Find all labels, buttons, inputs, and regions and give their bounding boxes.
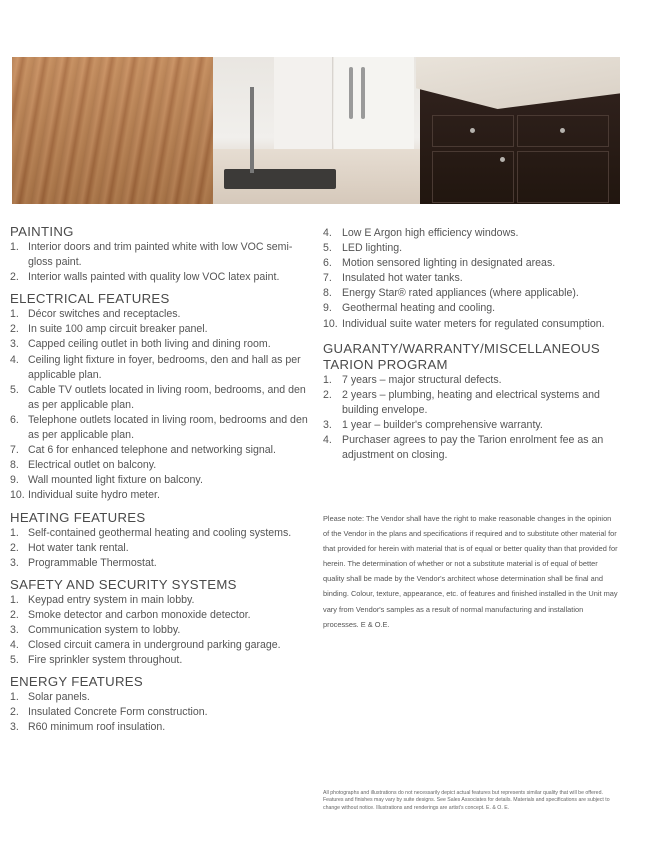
item-number: 6.	[323, 257, 332, 270]
list-item	[323, 286, 623, 301]
item-number: 3.	[10, 556, 19, 569]
item-text: Geothermal heating and cooling.	[342, 302, 496, 315]
right-column	[323, 226, 623, 469]
list-item	[10, 705, 310, 720]
hardwood-floor-photo	[12, 57, 213, 204]
guaranty-list	[323, 373, 623, 464]
item-text: Self-contained geothermal heating and cooling systems.	[28, 526, 292, 539]
list-item	[10, 337, 310, 352]
safety-list	[10, 593, 310, 668]
item-text: Fire sprinkler system throughout.	[28, 654, 183, 667]
list-item	[10, 240, 310, 270]
cabinet-door	[517, 151, 609, 203]
item-text: Insulated Concrete Form construction.	[28, 706, 208, 719]
list-item	[323, 226, 623, 241]
section-title: PAINTING	[10, 224, 74, 239]
sink-basin	[224, 169, 336, 189]
vendor-note: Please note: The Vendor shall have the right to make reasonable changes in the opinion of the Vendor in the plans and specifications if required and to substitute other material for that provided for herein with material that is of equal or better quality than that provided for herein. The determination of whether or not a substitute material is of equal of better quality shall be made by the Vendor's architect whose determination shall be final and binding. Colour, texture, appearance, etc. of features and finished installed in the Unit may vary from Vendor's samples as a result of normal manufacturing and installation processes. E & O.E.	[323, 514, 618, 629]
item-number: 5.	[10, 383, 19, 396]
list-item	[323, 271, 623, 286]
item-number: 10.	[323, 317, 338, 330]
item-number: 6.	[10, 413, 19, 426]
list-item	[10, 307, 310, 322]
list-item	[10, 720, 310, 735]
section-title: ENERGY FEATURES	[10, 674, 143, 690]
cabinet-knob	[470, 128, 475, 133]
section-title: GUARANTY/WARRANTY/MISCELLANEOUS TARION PROGRAM	[323, 340, 600, 372]
list-item	[10, 638, 310, 653]
item-text: R60 minimum roof insulation.	[28, 721, 166, 734]
item-number: 1.	[10, 241, 19, 253]
item-text: Interior doors and trim painted white with low VOC semi-gloss paint.	[28, 241, 293, 269]
energy-list-part1	[10, 690, 310, 735]
white-cabinet	[274, 57, 333, 149]
cabinet-knob	[500, 157, 505, 162]
section-title: ELECTRICAL FEATURES	[10, 291, 170, 307]
item-text: 1 year – builder's comprehensive warranty.	[342, 418, 543, 431]
item-number: 3.	[323, 418, 332, 431]
item-text: Electrical outlet on balcony.	[28, 459, 157, 472]
item-number: 9.	[10, 474, 19, 487]
guaranty-section	[323, 341, 623, 464]
list-item	[10, 556, 310, 571]
item-number: 7.	[323, 272, 332, 285]
list-item	[323, 388, 623, 418]
item-number: 3.	[10, 338, 19, 351]
item-number: 2.	[10, 706, 19, 719]
list-item	[10, 458, 310, 473]
section-title: SAFETY AND SECURITY SYSTEMS	[10, 576, 237, 592]
cabinet-handle	[361, 67, 365, 119]
faucet	[250, 87, 254, 173]
item-number: 5.	[10, 654, 19, 667]
item-number: 1.	[10, 691, 19, 704]
item-text: Low E Argon high efficiency windows.	[342, 227, 519, 239]
item-number: 4.	[323, 227, 332, 239]
item-number: 9.	[323, 302, 332, 315]
item-text: Communication system to lobby.	[28, 623, 181, 636]
list-item	[10, 526, 310, 541]
item-text: In suite 100 amp circuit breaker panel.	[28, 323, 208, 336]
list-item	[10, 353, 310, 383]
list-item	[323, 418, 623, 433]
list-item	[323, 317, 623, 332]
item-text: Individual suite water meters for regulated consumption.	[342, 317, 605, 330]
item-text: Telephone outlets located in living room, bedrooms and den as per applicable plan.	[28, 413, 308, 442]
item-number: 8.	[323, 287, 332, 300]
item-number: 2.	[10, 608, 19, 621]
item-text: Cable TV outlets located in living room, bedrooms, and den as per applicable plan.	[28, 383, 306, 411]
energy-list-part2	[323, 226, 623, 332]
left-column	[10, 224, 310, 742]
item-text: LED lighting.	[342, 242, 403, 255]
item-text: Programmable Thermostat.	[28, 556, 157, 569]
item-number: 2.	[10, 323, 19, 336]
item-text: Purchaser agrees to pay the Tarion enrolment fee as an adjustment on closing.	[342, 434, 604, 462]
item-number: 1.	[323, 373, 332, 386]
painting-section	[10, 224, 310, 285]
item-number: 1.	[10, 526, 19, 539]
heating-section	[10, 510, 310, 571]
item-text: Décor switches and receptacles.	[28, 308, 181, 321]
item-number: 8.	[10, 459, 19, 472]
item-text: 7 years – major structural defects.	[342, 373, 502, 386]
photo-disclaimer: All photographs and illustrations do not necessarily depict actual features but represents similar quality that will be offered. Features and finishes may vary by suite designs. See Sales Associates for details. Materials and specifications are subject to change without notice. Illustrations and renderings are artist's concept. E. & O. E.	[323, 790, 610, 811]
list-item	[323, 433, 623, 463]
heating-list	[10, 526, 310, 571]
item-text: Solar panels.	[28, 691, 90, 704]
list-item	[10, 623, 310, 638]
list-item	[10, 593, 310, 608]
white-cabinet	[334, 57, 414, 149]
safety-section	[10, 577, 310, 668]
item-text: Hot water tank rental.	[28, 541, 129, 554]
item-number: 2.	[10, 271, 19, 284]
cabinet-handle	[349, 67, 353, 119]
item-number: 4.	[323, 434, 332, 447]
painting-list	[10, 240, 310, 285]
item-number: 10.	[10, 489, 25, 502]
item-text: Smoke detector and carbon monoxide detector.	[28, 608, 251, 621]
item-text: Cat 6 for enhanced telephone and networking signal.	[28, 444, 276, 457]
list-item	[10, 270, 310, 285]
item-number: 4.	[10, 639, 19, 652]
item-text: Interior walls painted with quality low VOC latex paint.	[28, 271, 280, 284]
electrical-list	[10, 307, 310, 503]
item-number: 5.	[323, 242, 332, 255]
item-number: 4.	[10, 353, 19, 366]
item-text: Motion sensored lighting in designated areas.	[342, 257, 556, 270]
item-text: Wall mounted light fixture on balcony.	[28, 474, 203, 487]
item-number: 7.	[10, 444, 19, 457]
hero-photo-strip	[12, 57, 620, 204]
item-text: Energy Star® rated appliances (where applicable).	[342, 287, 579, 300]
item-number: 2.	[323, 388, 332, 401]
item-number: 3.	[10, 721, 19, 734]
cabinet-knob	[560, 128, 565, 133]
item-number: 3.	[10, 623, 19, 636]
list-item	[10, 473, 310, 488]
item-text: Keypad entry system in main lobby.	[28, 593, 195, 606]
list-item	[323, 373, 623, 388]
item-text: Insulated hot water tanks.	[342, 272, 463, 285]
list-item	[323, 241, 623, 256]
list-item	[10, 541, 310, 556]
item-text: Individual suite hydro meter.	[28, 489, 160, 502]
list-item	[10, 383, 310, 413]
section-title: HEATING FEATURES	[10, 509, 146, 525]
list-item	[10, 653, 310, 668]
energy-section	[10, 674, 310, 735]
list-item	[10, 690, 310, 705]
item-number: 1.	[10, 308, 19, 321]
list-item	[323, 256, 623, 271]
list-item	[10, 488, 310, 503]
item-text: 2 years – plumbing, heating and electrical systems and building envelope.	[342, 388, 600, 416]
item-text: Ceiling light fixture in foyer, bedrooms, den and hall as per applicable plan.	[28, 353, 301, 381]
item-text: Capped ceiling outlet in both living and dining room.	[28, 338, 271, 351]
list-item	[10, 608, 310, 623]
item-text: Closed circuit camera in underground parking garage.	[28, 639, 281, 652]
list-item	[10, 413, 310, 443]
item-number: 1.	[10, 593, 19, 606]
list-item	[10, 322, 310, 337]
electrical-section	[10, 291, 310, 503]
list-item	[10, 443, 310, 458]
item-number: 2.	[10, 541, 19, 554]
list-item	[323, 301, 623, 316]
